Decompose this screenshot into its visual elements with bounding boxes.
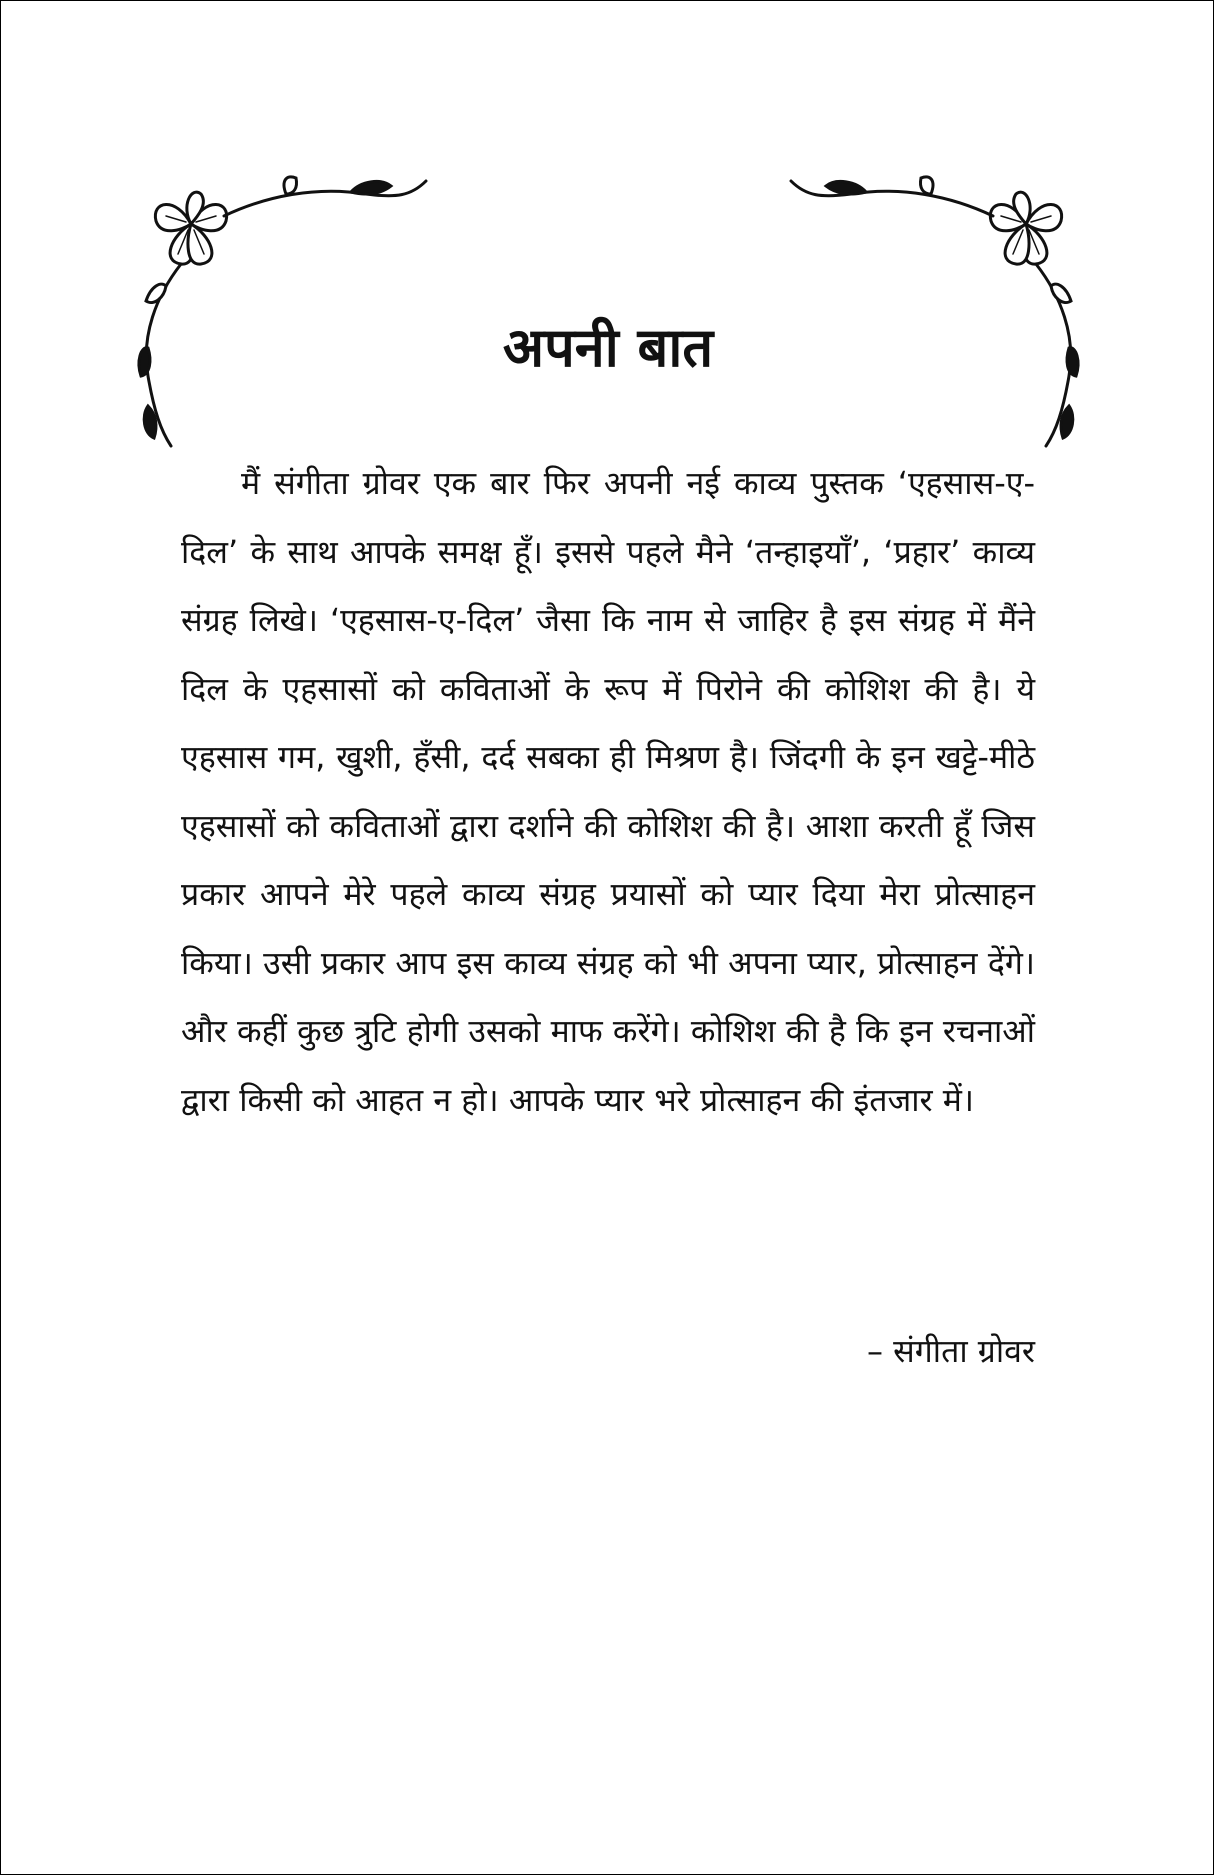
author-signature: – संगीता ग्रोवर — [866, 1332, 1035, 1370]
body-paragraph: मैं संगीता ग्रोवर एक बार फिर अपनी नई काव्य पुस्तक ‘एहसास-ए-दिल’ के साथ आपके समक्ष हूँ। इससे पहले मैने ‘तन्हाइयाँ’, ‘प्रहार’ काव्य संग्रह लिखे। ‘एहसास-ए-दिल’ जैसा कि नाम से जाहिर है इस संग्रह में मैंने दिल के एहसासों को कविताओं के रूप में पिरोने की कोशिश की है। ये एहसास गम, खुशी, हँसी, दर्द सबका ही मिश्रण है। जिंदगी के इन खट्टे-मीठे एहसासों को कविताओं द्वारा दर्शाने की कोशिश की है। आशा करती हूँ जिस प्रकार आपने मेरे पहले काव्य संग्रह प्रयासों को प्यार दिया मेरा प्रोत्साहन किया। उसी प्रकार आप इस काव्य संग्रह को भी अपना प्यार, प्रोत्साहन देंगे। और कहीं कुछ त्रुटि होगी उसको माफ करेंगे। कोशिश की है कि इन रचनाओं द्वारा किसी को आहत न हो। आपके प्यार भरे प्रोत्साहन की इंतजार में। — [181, 464, 1035, 1119]
page-title: अपनी बात — [502, 316, 714, 379]
floral-corner-right-icon — [741, 176, 1081, 456]
floral-corner-left-icon — [136, 176, 476, 456]
body-text — [181, 449, 1035, 1134]
